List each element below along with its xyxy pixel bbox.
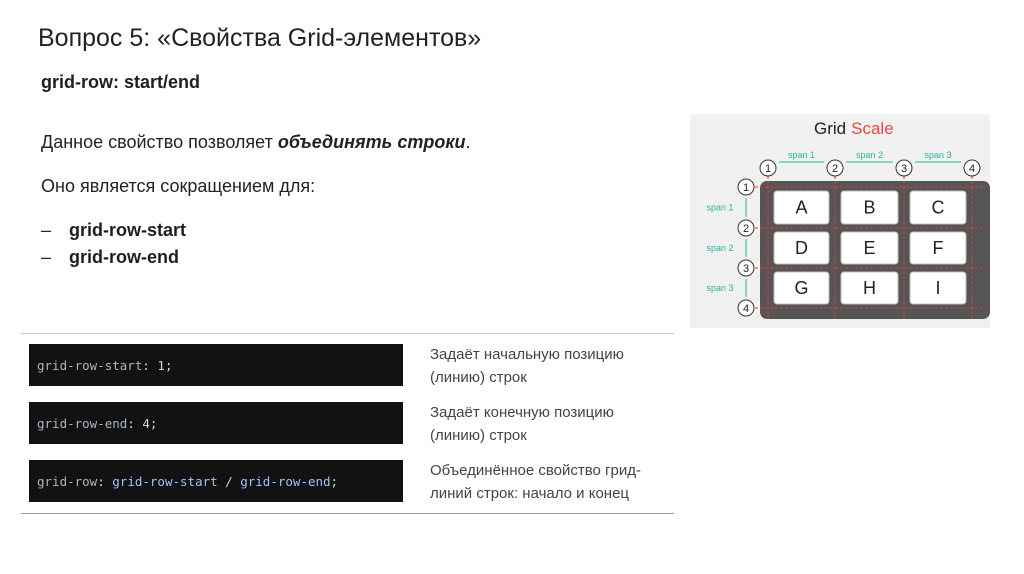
grid-cell-label: E: [863, 238, 876, 258]
code-block: [29, 344, 403, 386]
description-line: Объединённое свойство грид-: [430, 462, 641, 479]
grid-cell-label: I: [935, 278, 941, 298]
grid-scale-svg: [690, 114, 990, 328]
grid-overlay: [706, 150, 986, 320]
code-value: 1: [157, 357, 165, 373]
grid-cell-label: F: [932, 238, 944, 258]
table-row: [21, 391, 674, 449]
description-line: (линию) строк: [430, 369, 527, 386]
description-line: (линию) строк: [430, 427, 527, 444]
slide-title: Вопрос 5: «Свойства Grid-элементов»: [38, 24, 482, 52]
bullet-text: grid-row-start: [69, 220, 186, 240]
grid-scale-diagram: [690, 114, 990, 328]
table-bottom-border: [21, 513, 674, 514]
grid-cell-label: G: [794, 278, 809, 298]
code-property: grid-row-start: [37, 357, 143, 373]
grid-title-word: Grid: [814, 119, 847, 138]
bullet-item: [41, 217, 186, 244]
table-row: [21, 333, 674, 391]
bullet-list: [41, 217, 186, 271]
code-property: grid-row-end: [37, 415, 128, 431]
row-description: [430, 401, 670, 447]
code-value: grid-row-start: [112, 473, 218, 489]
code-block: [29, 402, 403, 444]
column-line-number-text: 2: [831, 163, 839, 175]
code-separator: :: [142, 357, 158, 373]
shorthand-paragraph: Оно является сокращением для:: [41, 176, 316, 196]
column-line-number-text: 4: [968, 163, 976, 175]
row-description: [430, 459, 670, 505]
grid-cell-label: B: [863, 197, 876, 218]
code-separator: :: [127, 415, 143, 431]
grid-cell-label: C: [931, 197, 945, 218]
description-prefix: Данное свойство позволяет: [41, 132, 278, 152]
description-emphasis: объединять строки: [277, 132, 466, 152]
code-terminator: ;: [330, 473, 339, 489]
code-terminator: ;: [164, 357, 173, 373]
bullet-dash: –: [41, 220, 52, 240]
row-line-number-text: 1: [742, 182, 750, 194]
bullet-item: [41, 244, 186, 271]
description-paragraph: [41, 132, 470, 153]
description-suffix: .: [465, 132, 471, 152]
code-separator: :: [97, 473, 113, 489]
description-line: линий строк: начало и конец: [430, 485, 630, 502]
row-span-label: span 3: [706, 283, 734, 293]
slide-subtitle: grid-row: start/end: [41, 72, 201, 92]
column-line-number-text: 1: [764, 163, 772, 175]
code-terminator: ;: [149, 415, 158, 431]
row-line-number-text: 3: [742, 263, 750, 275]
description-line: Задаёт конечную позицию: [430, 404, 614, 421]
code-block: [29, 460, 403, 502]
scale-title-word: Scale: [851, 119, 894, 138]
row-line-number-text: 4: [742, 303, 750, 315]
row-description: [430, 343, 670, 389]
column-span-label: span 3: [924, 150, 952, 160]
table-row: [21, 449, 674, 507]
code-value: 4: [142, 415, 150, 431]
column-line-number-text: 3: [900, 163, 908, 175]
grid-cell-label: H: [863, 278, 876, 298]
row-line-number-text: 2: [742, 223, 750, 235]
row-span-label: span 1: [706, 202, 734, 213]
code-value-2: grid-row-end: [240, 473, 331, 489]
bullet-text: grid-row-end: [69, 247, 179, 267]
grid-cell-label: D: [795, 238, 808, 258]
column-span-label: span 2: [855, 150, 884, 160]
column-span-label: span 1: [787, 150, 816, 160]
description-line: Задаёт начальную позицию: [430, 346, 624, 363]
code-slash: /: [217, 473, 241, 489]
bullet-dash: –: [41, 247, 52, 267]
grid-scale-title: [814, 119, 894, 138]
grid-cell-label: A: [795, 197, 808, 218]
row-span-label: span 2: [706, 243, 734, 253]
code-property: grid-row: [37, 473, 98, 489]
